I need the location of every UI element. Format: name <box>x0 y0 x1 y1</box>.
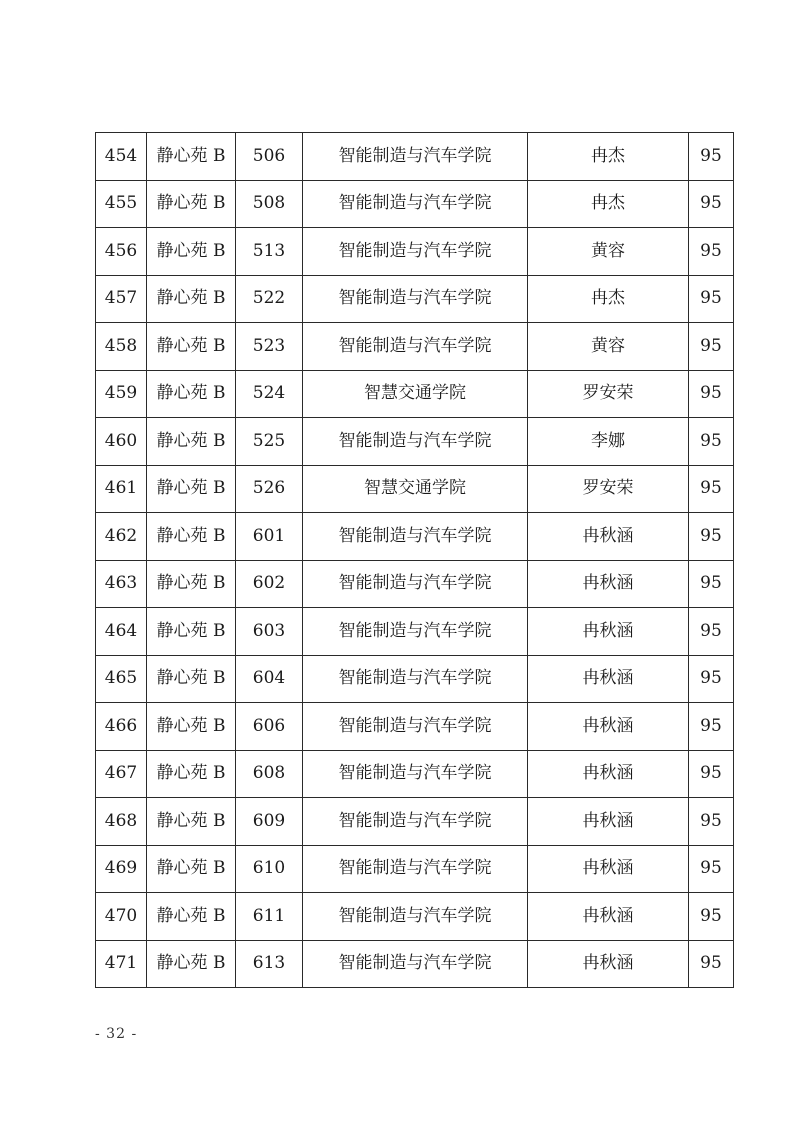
building-cell: 静心苑 B <box>147 180 236 228</box>
college-cell: 智能制造与汽车学院 <box>303 180 528 228</box>
person-in-charge-cell: 罗安荣 <box>528 465 689 513</box>
table-body <box>96 133 734 988</box>
college-cell: 智能制造与汽车学院 <box>303 323 528 371</box>
table-row <box>96 418 734 466</box>
row-number-cell: 460 <box>96 418 147 466</box>
room-number-cell: 611 <box>236 893 303 941</box>
college-cell: 智能制造与汽车学院 <box>303 133 528 181</box>
table-row <box>96 323 734 371</box>
person-in-charge-cell: 冉杰 <box>528 133 689 181</box>
row-number-cell: 454 <box>96 133 147 181</box>
table-row <box>96 465 734 513</box>
score-cell: 95 <box>689 608 734 656</box>
score-cell: 95 <box>689 180 734 228</box>
person-in-charge-cell: 黄容 <box>528 323 689 371</box>
table-row <box>96 133 734 181</box>
row-number-cell: 465 <box>96 655 147 703</box>
table-row <box>96 180 734 228</box>
room-number-cell: 513 <box>236 228 303 276</box>
room-number-cell: 602 <box>236 560 303 608</box>
score-cell: 95 <box>689 370 734 418</box>
building-cell: 静心苑 B <box>147 750 236 798</box>
building-cell: 静心苑 B <box>147 323 236 371</box>
row-number-cell: 462 <box>96 513 147 561</box>
row-number-cell: 461 <box>96 465 147 513</box>
row-number-cell: 457 <box>96 275 147 323</box>
row-number-cell: 463 <box>96 560 147 608</box>
college-cell: 智能制造与汽车学院 <box>303 750 528 798</box>
room-number-cell: 609 <box>236 798 303 846</box>
building-cell: 静心苑 B <box>147 513 236 561</box>
person-in-charge-cell: 冉秋涵 <box>528 750 689 798</box>
row-number-cell: 466 <box>96 703 147 751</box>
score-cell: 95 <box>689 228 734 276</box>
score-cell: 95 <box>689 845 734 893</box>
building-cell: 静心苑 B <box>147 608 236 656</box>
room-number-cell: 508 <box>236 180 303 228</box>
row-number-cell: 468 <box>96 798 147 846</box>
table-row <box>96 560 734 608</box>
table-row <box>96 655 734 703</box>
college-cell: 智能制造与汽车学院 <box>303 893 528 941</box>
college-cell: 智能制造与汽车学院 <box>303 655 528 703</box>
person-in-charge-cell: 冉秋涵 <box>528 560 689 608</box>
table-row <box>96 513 734 561</box>
building-cell: 静心苑 B <box>147 655 236 703</box>
room-number-cell: 613 <box>236 940 303 988</box>
building-cell: 静心苑 B <box>147 133 236 181</box>
college-cell: 智能制造与汽车学院 <box>303 418 528 466</box>
row-number-cell: 464 <box>96 608 147 656</box>
score-cell: 95 <box>689 655 734 703</box>
row-number-cell: 458 <box>96 323 147 371</box>
person-in-charge-cell: 黄容 <box>528 228 689 276</box>
college-cell: 智慧交通学院 <box>303 370 528 418</box>
building-cell: 静心苑 B <box>147 703 236 751</box>
page-number: - 32 - <box>95 1026 138 1042</box>
person-in-charge-cell: 冉秋涵 <box>528 655 689 703</box>
room-number-cell: 601 <box>236 513 303 561</box>
person-in-charge-cell: 冉杰 <box>528 180 689 228</box>
building-cell: 静心苑 B <box>147 798 236 846</box>
building-cell: 静心苑 B <box>147 940 236 988</box>
score-cell: 95 <box>689 893 734 941</box>
person-in-charge-cell: 冉秋涵 <box>528 513 689 561</box>
building-cell: 静心苑 B <box>147 560 236 608</box>
table-row <box>96 798 734 846</box>
row-number-cell: 459 <box>96 370 147 418</box>
score-cell: 95 <box>689 750 734 798</box>
room-number-cell: 604 <box>236 655 303 703</box>
row-number-cell: 469 <box>96 845 147 893</box>
room-number-cell: 610 <box>236 845 303 893</box>
college-cell: 智能制造与汽车学院 <box>303 703 528 751</box>
room-number-cell: 525 <box>236 418 303 466</box>
table-row <box>96 703 734 751</box>
score-cell: 95 <box>689 513 734 561</box>
person-in-charge-cell: 冉秋涵 <box>528 893 689 941</box>
table-row <box>96 893 734 941</box>
score-cell: 95 <box>689 703 734 751</box>
person-in-charge-cell: 冉秋涵 <box>528 845 689 893</box>
person-in-charge-cell: 冉秋涵 <box>528 940 689 988</box>
score-cell: 95 <box>689 560 734 608</box>
room-number-cell: 606 <box>236 703 303 751</box>
table-row <box>96 940 734 988</box>
building-cell: 静心苑 B <box>147 418 236 466</box>
dormitory-score-table <box>95 132 734 988</box>
building-cell: 静心苑 B <box>147 228 236 276</box>
person-in-charge-cell: 冉杰 <box>528 275 689 323</box>
table-row <box>96 228 734 276</box>
table-row <box>96 275 734 323</box>
building-cell: 静心苑 B <box>147 893 236 941</box>
row-number-cell: 467 <box>96 750 147 798</box>
row-number-cell: 456 <box>96 228 147 276</box>
person-in-charge-cell: 冉秋涵 <box>528 703 689 751</box>
row-number-cell: 470 <box>96 893 147 941</box>
college-cell: 智能制造与汽车学院 <box>303 608 528 656</box>
college-cell: 智能制造与汽车学院 <box>303 275 528 323</box>
score-cell: 95 <box>689 133 734 181</box>
college-cell: 智能制造与汽车学院 <box>303 513 528 561</box>
room-number-cell: 608 <box>236 750 303 798</box>
table-row <box>96 608 734 656</box>
room-number-cell: 603 <box>236 608 303 656</box>
table-row <box>96 845 734 893</box>
room-number-cell: 522 <box>236 275 303 323</box>
person-in-charge-cell: 罗安荣 <box>528 370 689 418</box>
building-cell: 静心苑 B <box>147 275 236 323</box>
college-cell: 智能制造与汽车学院 <box>303 940 528 988</box>
score-cell: 95 <box>689 940 734 988</box>
score-cell: 95 <box>689 465 734 513</box>
score-cell: 95 <box>689 418 734 466</box>
person-in-charge-cell: 李娜 <box>528 418 689 466</box>
college-cell: 智能制造与汽车学院 <box>303 228 528 276</box>
building-cell: 静心苑 B <box>147 370 236 418</box>
building-cell: 静心苑 B <box>147 465 236 513</box>
table-row <box>96 750 734 798</box>
person-in-charge-cell: 冉秋涵 <box>528 608 689 656</box>
building-cell: 静心苑 B <box>147 845 236 893</box>
room-number-cell: 506 <box>236 133 303 181</box>
table-row <box>96 370 734 418</box>
score-cell: 95 <box>689 798 734 846</box>
score-cell: 95 <box>689 275 734 323</box>
room-number-cell: 523 <box>236 323 303 371</box>
room-number-cell: 524 <box>236 370 303 418</box>
college-cell: 智能制造与汽车学院 <box>303 798 528 846</box>
row-number-cell: 455 <box>96 180 147 228</box>
person-in-charge-cell: 冉秋涵 <box>528 798 689 846</box>
college-cell: 智慧交通学院 <box>303 465 528 513</box>
college-cell: 智能制造与汽车学院 <box>303 560 528 608</box>
college-cell: 智能制造与汽车学院 <box>303 845 528 893</box>
row-number-cell: 471 <box>96 940 147 988</box>
room-number-cell: 526 <box>236 465 303 513</box>
score-cell: 95 <box>689 323 734 371</box>
